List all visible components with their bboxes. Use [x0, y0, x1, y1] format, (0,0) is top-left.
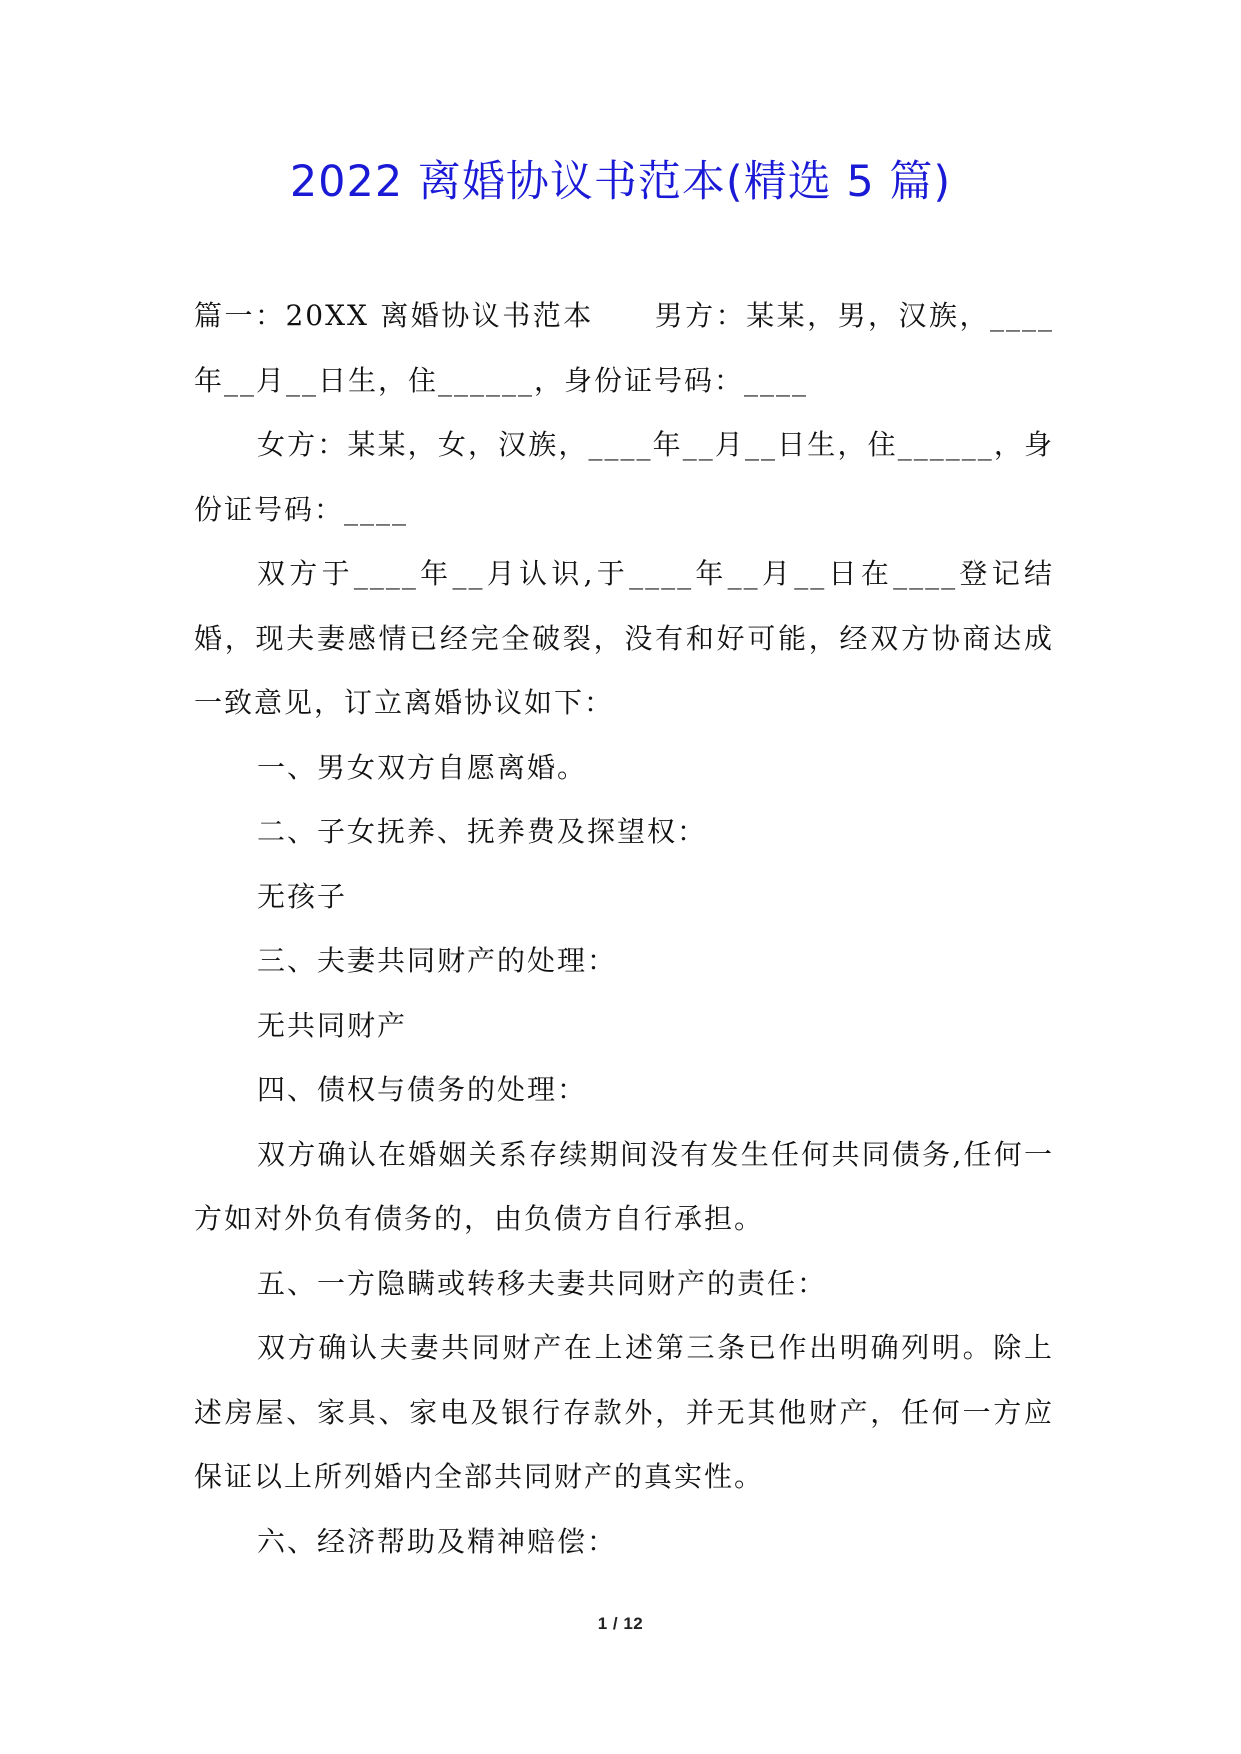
paragraph-8: 无共同财产: [257, 1008, 408, 1042]
document-body: [194, 284, 1054, 1574]
paragraph-1: 篇一：20XX 离婚协议书范本 男方：某某，男，汉族，____年__月__日生，住______，身份证号码：____: [194, 299, 1054, 397]
paragraph-13: 六、经济帮助及精神赔偿：: [257, 1524, 618, 1558]
page-number: 1 / 12: [597, 1614, 644, 1633]
paragraph-11: 五、一方隐瞒或转移夫妻共同财产的责任：: [257, 1266, 828, 1300]
paragraph-12: 双方确认夫妻共同财产在上述第三条已作出明确列明。除上述房屋、家具、家电及银行存款外，并无其他财产，任何一方应保证以上所列婚内全部共同财产的真实性。: [194, 1331, 1054, 1493]
paragraph-7: 三、夫妻共同财产的处理：: [257, 944, 618, 977]
paragraph-5: 二、子女抚养、抚养费及探望权：: [257, 815, 708, 848]
paragraph-10: 双方确认在婚姻关系存续期间没有发生任何共同债务,任何一方如对外负有债务的，由负债方自行承担。: [194, 1137, 1054, 1235]
paragraph-3: 双方于____年__月认识,于____年__月__日在____登记结婚，现夫妻感情已经完全破裂，没有和好可能，经双方协商达成一致意见，订立离婚协议如下：: [194, 557, 1054, 719]
paragraph-9: 四、债权与债务的处理：: [257, 1073, 588, 1106]
paragraph-4: 一、男女双方自愿离婚。: [257, 750, 588, 784]
document-title: 2022 离婚协议书范本(精选 5 篇): [289, 157, 952, 207]
paragraph-2: 女方：某某，女，汉族，____年__月__日生，住______，身份证号码：____: [194, 428, 1054, 526]
paragraph-6: 无孩子: [257, 879, 348, 913]
